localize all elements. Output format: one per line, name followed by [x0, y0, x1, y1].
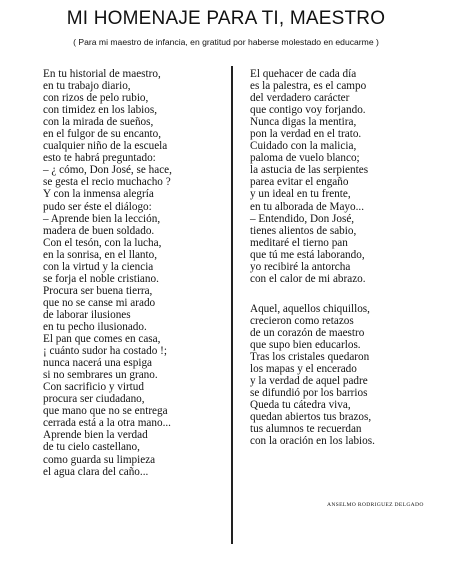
poem-line: pudo ser éste el diálogo:: [43, 200, 152, 213]
poem-line: tus alumnos te recuerdan: [250, 423, 362, 436]
poem-line: se forja el noble cristiano.: [43, 272, 159, 285]
poem-line: es la palestra, es el campo: [250, 80, 367, 93]
poem-line: se gesta el recio muchacho ?: [43, 176, 171, 189]
poem-line: se difundió por los barrios: [250, 387, 368, 400]
poem-line: tienes alientos de sabio,: [250, 224, 357, 237]
stanza-break: [250, 285, 445, 303]
poem-line: en el fulgor de su encanto,: [43, 128, 162, 141]
poem-line: con la mirada de sueños,: [43, 116, 154, 129]
poem-line: como guarda su limpieza: [43, 453, 156, 466]
poem-line: en la sonrisa, en el llanto,: [43, 248, 158, 261]
author-signature: ANSELMO RODRIGUEZ DELGADO: [327, 502, 424, 508]
poem-line: – ¿ cómo, Don José, se hace,: [43, 164, 172, 177]
poem-line: Aquel, aquellos chiquillos,: [250, 302, 370, 315]
poem-line: que tú me está laborando,: [250, 248, 365, 261]
poem-line: Aprende bien la verdad: [43, 429, 148, 442]
poem-line: – Entendido, Don José,: [250, 212, 355, 225]
poem-line: pon la verdad en el trato.: [250, 128, 362, 141]
poem-line: y un ideal en tu frente,: [250, 188, 351, 201]
poem-line: parea evitar el engaño: [250, 176, 349, 189]
poem-line: El quehacer de cada día: [250, 68, 357, 80]
poem-line: ¡ cuánto sudor ha costado !;: [43, 345, 167, 358]
poem-line: con rizos de pelo rubio,: [43, 92, 149, 105]
poem-line: el agua clara del caño...: [43, 465, 149, 478]
poem-line: Y con la inmensa alegría: [43, 188, 154, 201]
poem-line: paloma de vuelo blanco;: [250, 152, 360, 165]
poem-line: que mano que no se entrega: [43, 405, 168, 418]
poem-line: esto te habrá preguntado:: [43, 152, 156, 165]
poem-line: y la verdad de aquel padre: [250, 375, 368, 388]
poem-line: Con el tesón, con la lucha,: [43, 236, 162, 249]
poem-title: MI HOMENAJE PARA TI, MAESTRO: [66, 8, 386, 29]
poem-line: que contigo voy forjando.: [250, 104, 366, 117]
poem-line: Nunca digas la mentira,: [250, 116, 357, 129]
poem-line: la astucia de las serpientes: [250, 164, 369, 177]
left-column: [43, 68, 233, 478]
poem-line: con la oración en los labios.: [250, 435, 375, 448]
poem-line: nunca nacerá una espiga: [43, 357, 153, 370]
poem-line: madera de buen soldado.: [43, 224, 155, 237]
poem-line: Con sacrificio y virtud: [43, 381, 144, 394]
poem-line: que no se canse mi arado: [43, 296, 156, 309]
poem-line: de laborar ilusiones: [43, 308, 131, 321]
poem-line: del verdadero carácter: [250, 92, 350, 105]
poem-line: – Aprende bien la lección,: [43, 212, 161, 225]
column-divider: [231, 66, 233, 544]
poem-line: que supo bien educarlos.: [250, 338, 361, 351]
poem-line: con timidez en los labios,: [43, 104, 158, 117]
poem-line: crecieron como retazos: [250, 314, 354, 327]
poem-line: con la virtud y la ciencia: [43, 260, 154, 273]
poem-line: En tu historial de maestro,: [43, 68, 161, 80]
poem-line: meditaré el tierno pan: [250, 236, 348, 249]
poem-line: en tu alborada de Mayo...: [250, 200, 365, 213]
poem-line: yo recibiré la antorcha: [250, 260, 351, 273]
poem-line: de un corazón de maestro: [250, 326, 365, 339]
poem-line: con el calor de mi abrazo.: [250, 272, 366, 285]
poem-line: Tras los cristales quedaron: [250, 351, 370, 364]
poem-line: de tu cielo castellano,: [43, 441, 140, 454]
poem-line: Queda tu cátedra viva,: [250, 399, 351, 412]
poem-line: quedan abiertos tus brazos,: [250, 411, 372, 424]
right-column: [250, 68, 445, 447]
poem-line: Procura ser buena tierra,: [43, 284, 153, 297]
poem-line: en tu trabajo diario,: [43, 80, 131, 93]
poem-line: si no sembrares un grano.: [43, 369, 158, 382]
poem-dedication: ( Para mi maestro de infancia, en gratitud por haberse molestado en educarme ): [73, 37, 379, 47]
poem-line: cerrada está a la otra mano...: [43, 417, 171, 430]
poem-line: Cuidado con la malicia,: [250, 140, 357, 153]
poem-line: los mapas y el encerado: [250, 363, 357, 376]
poem-line: El pan que comes en casa,: [43, 333, 161, 346]
poem-line: cualquier niño de la escuela: [43, 140, 168, 153]
poem-line: procura ser ciudadano,: [43, 393, 145, 406]
poem-line: en tu pecho ilusionado.: [43, 320, 147, 333]
